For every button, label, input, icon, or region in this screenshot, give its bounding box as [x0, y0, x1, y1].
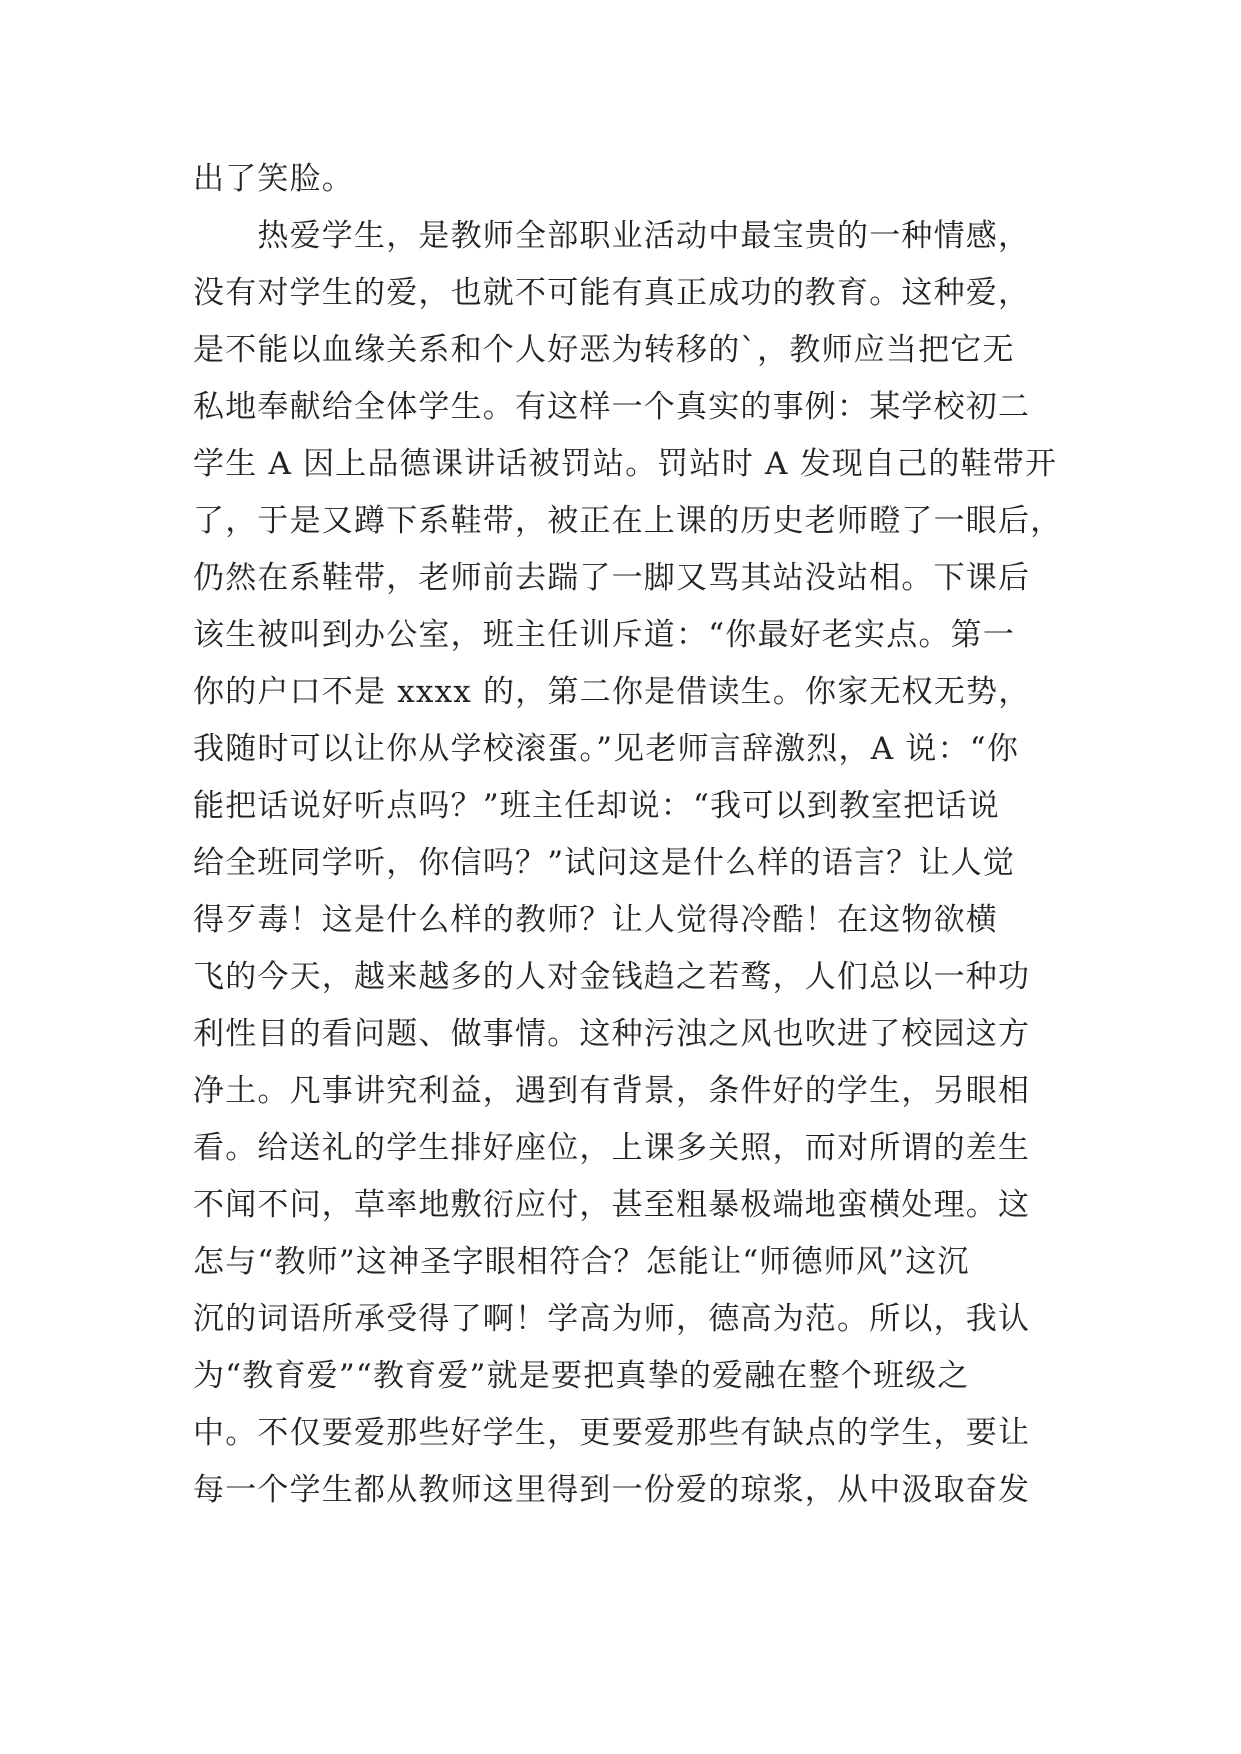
text-line: 私地奉献给全体学生。有这样一个真实的事例：某学校初二 [193, 389, 1031, 425]
text-line: 得歹毒！这是什么样的教师？让人觉得冷酷！在这物欲横 [193, 902, 998, 938]
text-line: 沉的词语所承受得了啊！学高为师，德高为范。所以，我认 [193, 1301, 1031, 1337]
text-line: 你的户口不是 xxxx 的，第二你是借读生。你家无权无势， [193, 674, 1031, 710]
text-line: 我随时可以让你从学校滚蛋。”见老师言辞激烈，A 说：“你 [193, 731, 1020, 767]
text-line: 飞的今天，越来越多的人对金钱趋之若鹜，人们总以一种功 [193, 959, 1031, 995]
text-line: 是不能以血缘关系和个人好恶为转移的`，教师应当把它无 [193, 332, 1015, 368]
text-line: 该生被叫到办公室，班主任训斥道：“你最好老实点。第一 [193, 617, 1016, 653]
text-line: 为“教育爱”“教育爱”就是要把真挚的爱融在整个班级之 [193, 1358, 970, 1394]
text-line: 每一个学生都从教师这里得到一份爱的琼浆，从中汲取奋发 [193, 1472, 1031, 1508]
text-line: 热爱学生，是教师全部职业活动中最宝贵的一种情感， [193, 218, 1031, 254]
text-line: 净土。凡事讲究利益，遇到有背景，条件好的学生，另眼相 [193, 1073, 1031, 1109]
text-line: 不闻不问，草率地敷衍应付，甚至粗暴极端地蛮横处理。这 [193, 1187, 1031, 1223]
text-line: 怎与“教师”这神圣字眼相符合？怎能让“师德师风”这沉 [193, 1244, 970, 1280]
text-line: 利性目的看问题、做事情。这种污浊之风也吹进了校园这方 [193, 1016, 1031, 1052]
text-line: 能把话说好听点吗？”班主任却说：“我可以到教室把话说 [193, 788, 1000, 824]
text-line: 给全班同学听，你信吗？”试问这是什么样的语言？让人觉 [193, 845, 1016, 881]
text-line: 出了笑脸。 [193, 161, 354, 197]
text-line: 学生 A 因上品德课讲话被罚站。罚站时 A 发现自己的鞋带开 [193, 446, 1058, 482]
text-line: 了，于是又蹲下系鞋带，被正在上课的历史老师瞪了一眼后， [193, 503, 1063, 539]
text-line: 中。不仅要爱那些好学生，更要爱那些有缺点的学生，要让 [193, 1415, 1031, 1451]
text-line: 仍然在系鞋带，老师前去踹了一脚又骂其站没站相。下课后 [193, 560, 1031, 596]
text-line: 看。给送礼的学生排好座位，上课多关照，而对所谓的差生 [193, 1130, 1031, 1166]
text-line: 没有对学生的爱，也就不可能有真正成功的教育。这种爱， [193, 275, 1031, 311]
body-text [193, 151, 1073, 1519]
